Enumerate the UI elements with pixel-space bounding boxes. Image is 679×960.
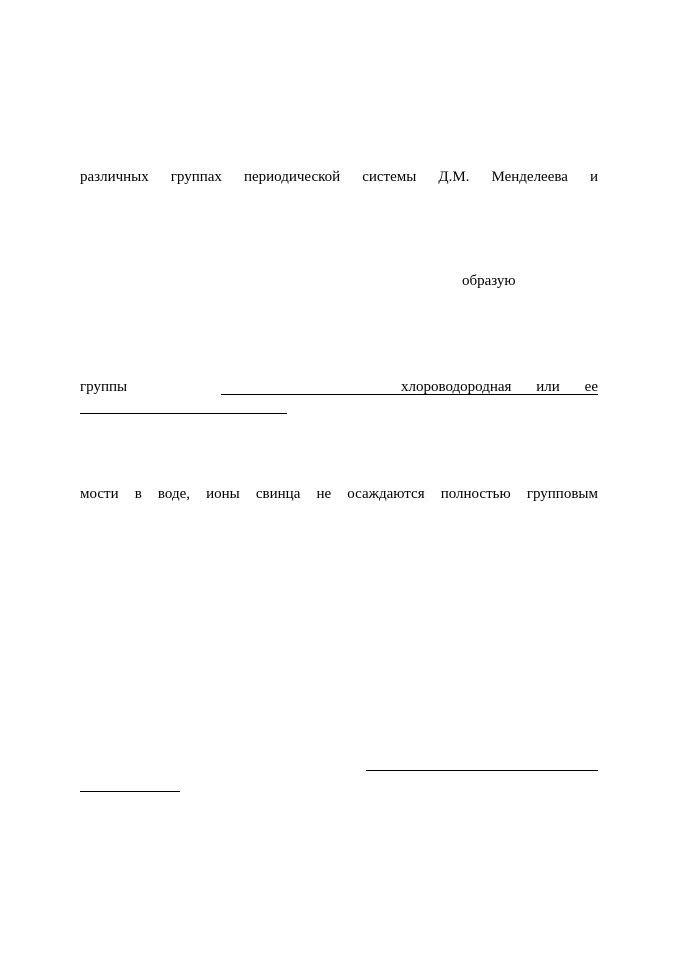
underline-line-3 — [221, 394, 598, 395]
line-4-word: групповым — [526, 486, 598, 502]
line-4-word: воде, — [157, 486, 191, 502]
line-1-word: различных — [80, 169, 149, 185]
text-line-4 — [80, 485, 598, 503]
line-1-word: Д.М. — [438, 169, 470, 185]
word-gruppy: группы — [80, 379, 128, 395]
blank-field-line-2 — [80, 791, 180, 792]
line-1-word: группах — [170, 169, 222, 185]
text-line-3-left — [80, 378, 127, 396]
line-4-word: мости — [80, 486, 119, 502]
line-1-word: периодической — [243, 169, 341, 185]
word-obrazuyu: образую — [462, 273, 516, 289]
text-line-2 — [462, 272, 516, 290]
line-1-word: и — [589, 169, 598, 185]
line-1-word: Менделеева — [491, 169, 568, 185]
line-4-word: в — [134, 486, 142, 502]
line-3-word: или — [536, 379, 560, 395]
line-1-word: системы — [362, 169, 417, 185]
line-3-word: ее — [584, 379, 598, 395]
line-4-word: ионы — [206, 486, 240, 502]
underline-line-3b — [80, 413, 287, 414]
text-line-1 — [80, 168, 598, 186]
line-3-word: хлороводородная — [401, 379, 512, 395]
line-4-word: свинца — [255, 486, 301, 502]
line-4-word: не — [316, 486, 332, 502]
blank-field-line-1 — [366, 770, 598, 771]
line-4-word: осаждаются — [347, 486, 425, 502]
line-4-word: полностью — [440, 486, 511, 502]
